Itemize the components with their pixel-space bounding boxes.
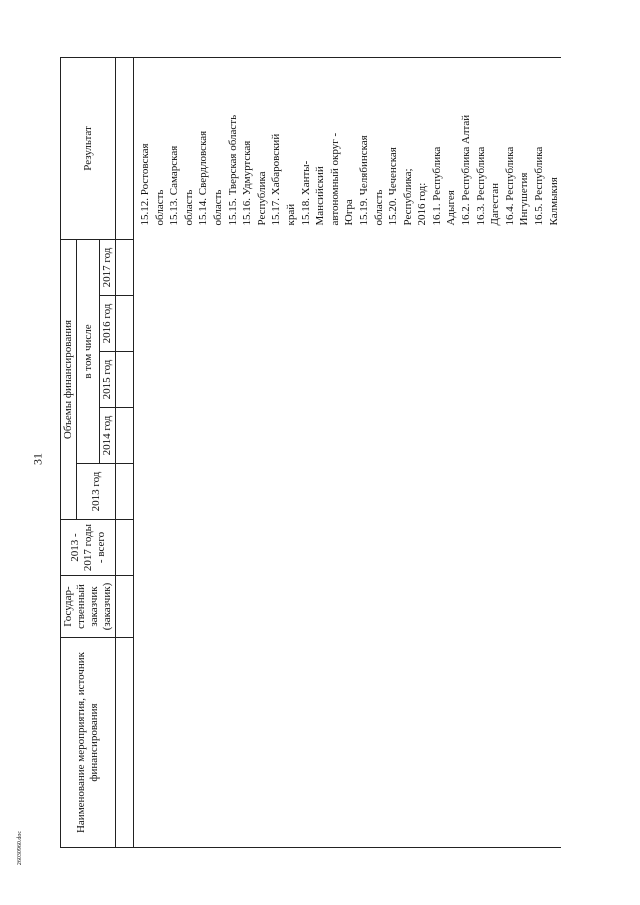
header-year-2014: 2014 год [100,408,116,464]
result-line: Республика; [401,168,414,226]
cell-total [134,520,562,576]
result-line: 15.16. Удмуртская [241,140,254,226]
header-year-2015: 2015 год [100,352,116,408]
result-line: 16.2. Республика Алтай [460,114,473,226]
header-including: в том числе [77,239,100,463]
result-line: 15.18. Ханты- [299,160,312,226]
header-name-column: Наименование мероприятия, источник финансирования [61,638,116,848]
result-line: Республика [255,171,268,226]
result-line: 15.19. Челябинская [357,135,370,226]
header-total-column: 2013 - 2017 годы - всего [61,520,116,576]
header-year-2016: 2016 год [100,296,116,352]
result-line: 16.1. Республика [430,146,443,226]
header-year-2017: 2017 год [100,239,116,295]
cell-name [134,638,562,848]
result-line: 15.20. Чеченская [387,147,400,226]
footer-filename: 26030960.doc [17,830,23,866]
result-line: край [284,203,297,226]
result-line: 16.5. Республика [533,146,546,226]
page-number: 31 [30,453,45,465]
rotated-table-container [60,58,580,848]
result-line: 16.3. Республика [474,146,487,226]
result-line: 16.4. Республика [503,146,516,226]
result-line: Ингушетия [518,172,531,226]
cell-2015 [134,352,562,408]
header-funding-volumes: Объемы финансирования [61,239,77,519]
result-line: 15.14. Свердловская [197,130,210,226]
result-line: 15.12. Ростовская [139,143,151,226]
result-line: Адыгея [445,190,458,226]
result-line: 2016 год: [416,182,429,226]
result-line: Дагестан [489,182,502,226]
cell-2017 [134,239,562,295]
cell-2016 [134,296,562,352]
cell-result [134,57,562,239]
result-line: область [182,189,195,226]
result-line: область [372,189,385,226]
table-row [134,57,562,847]
header-customer-column: Государ-ственный заказчик (заказчик) [61,576,116,638]
financing-table [60,57,561,848]
result-line: Мансийский [314,166,327,226]
table-row-spacer [116,57,134,847]
result-line: 15.17. Хабаровский [270,133,283,226]
cell-customer [134,576,562,638]
result-line: 15.15. Тверская область [226,114,239,226]
result-line: область [153,189,166,226]
result-line: область [211,189,224,226]
header-year-2013: 2013 год [77,464,116,520]
result-line: Калмыкия [547,177,560,226]
cell-2013 [134,464,562,520]
result-line: Югра [343,199,356,226]
cell-2014 [134,408,562,464]
result-line: 15.13. Самарская [168,145,181,226]
result-line: автономный округ - [328,132,341,226]
header-result-column: Результат [61,57,116,239]
